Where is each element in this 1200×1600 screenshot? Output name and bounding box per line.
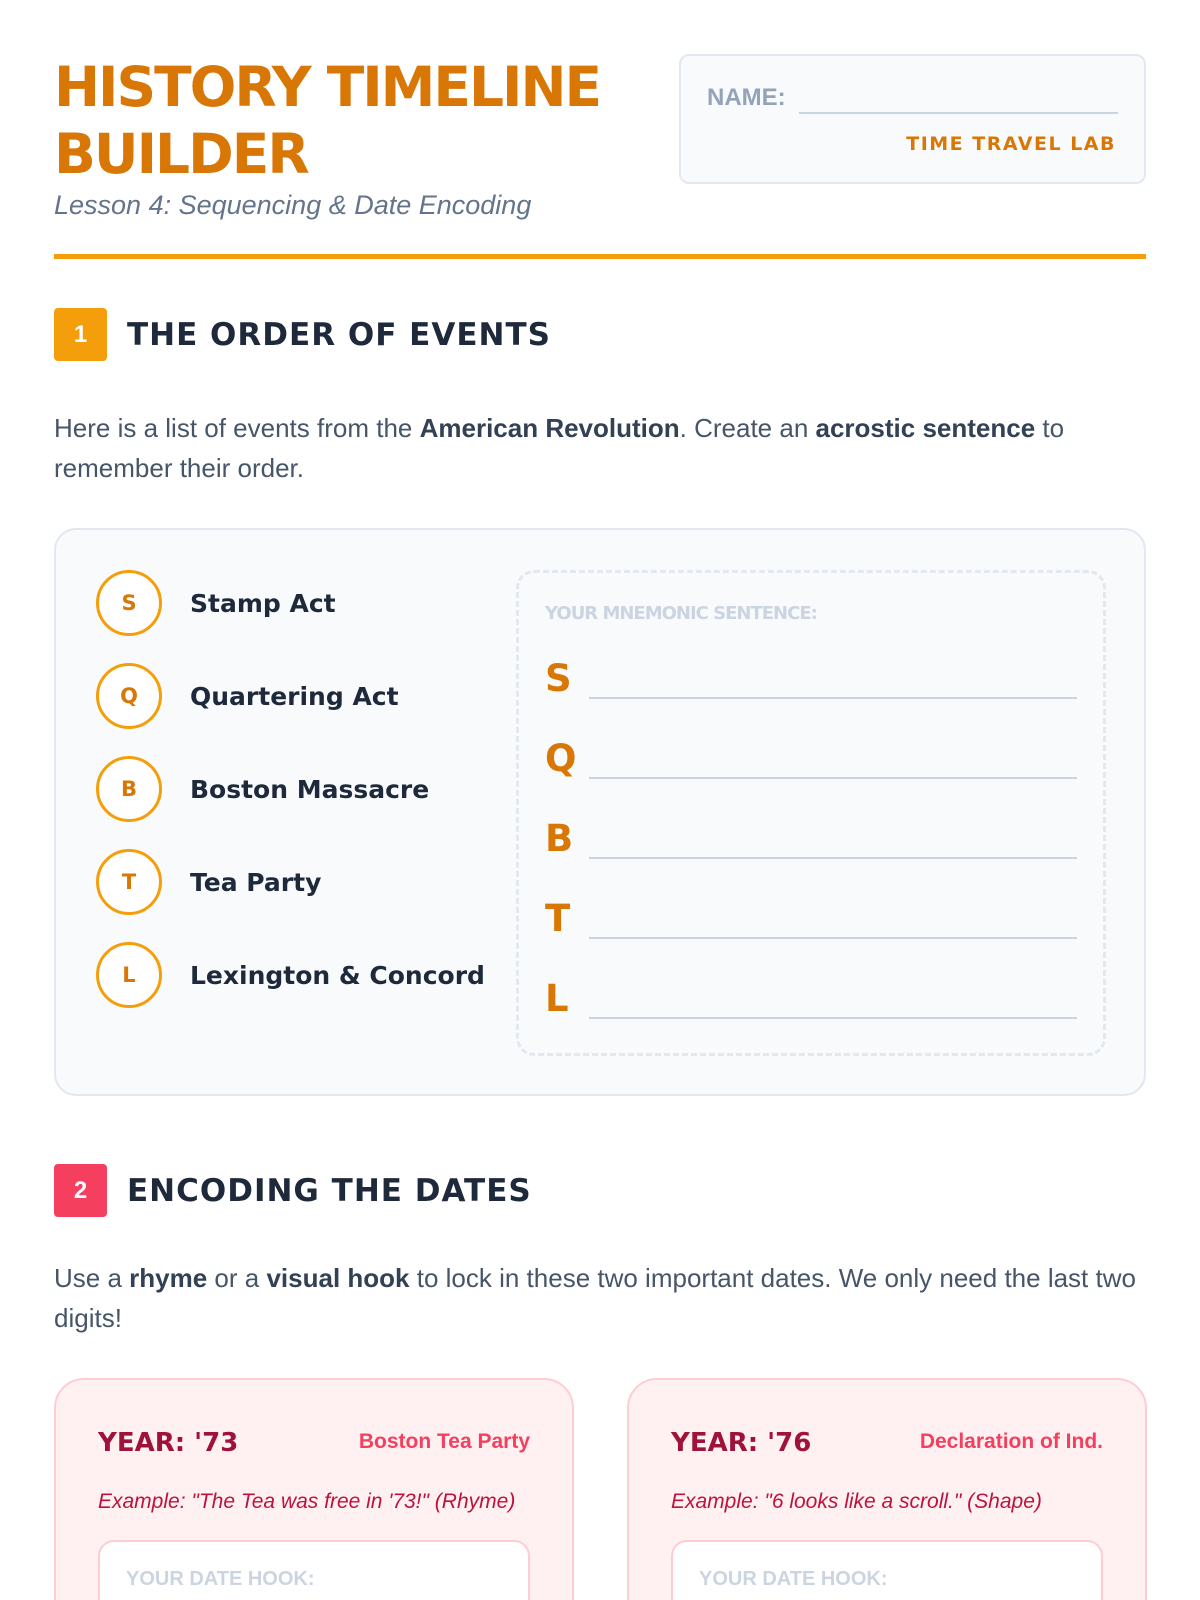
worksheet-subtitle: Lesson 4: Sequencing & Date Encoding	[54, 190, 532, 220]
section-1-instructions: Here is a list of events from the American Revolution. Create an acrostic sentence to remember their order.	[54, 413, 1065, 483]
date-card	[627, 1378, 1147, 1600]
header-divider	[54, 254, 1146, 259]
mnemonic-letter: T	[545, 897, 571, 940]
lab-label: TIME TRAVEL LAB	[906, 133, 1116, 155]
hook-label: YOUR DATE HOOK:	[126, 1568, 315, 1590]
mnemonic-row	[545, 739, 1077, 779]
mnemonic-row	[545, 979, 1077, 1019]
mnemonic-letter: L	[545, 977, 569, 1020]
event-label: Lexington & Concord	[190, 960, 485, 990]
section-1-heading	[54, 308, 551, 361]
mnemonic-label: YOUR MNEMONIC SENTENCE:	[545, 603, 817, 624]
section-2-heading	[54, 1164, 532, 1217]
section-1-title: THE ORDER OF EVENTS	[127, 316, 551, 353]
order-panel	[54, 528, 1146, 1096]
mnemonic-row	[545, 899, 1077, 939]
mnemonic-line[interactable]	[589, 777, 1077, 779]
card-event: Boston Tea Party	[358, 1430, 530, 1453]
section-2-instructions: Use a rhyme or a visual hook to lock in these two important dates. We only need the last two digits!	[54, 1263, 1136, 1333]
event-letter-badge: Q	[96, 663, 162, 729]
card-event: Declaration of Ind.	[919, 1430, 1103, 1453]
event-letter-badge: L	[96, 942, 162, 1008]
name-box	[679, 54, 1146, 184]
card-example: Example: "The Tea was free in '73!" (Rhyme)	[98, 1490, 516, 1513]
mnemonic-letter: S	[545, 657, 572, 700]
mnemonic-line[interactable]	[589, 937, 1077, 939]
event-label: Stamp Act	[190, 588, 336, 618]
worksheet-title: HISTORY TIMELINE BUILDER	[54, 55, 601, 186]
event-item	[96, 663, 399, 729]
mnemonic-line[interactable]	[589, 857, 1077, 859]
mnemonic-row	[545, 819, 1077, 859]
card-year: YEAR: '73	[98, 1428, 239, 1458]
mnemonic-box	[516, 570, 1106, 1056]
mnemonic-letter: Q	[545, 737, 577, 780]
date-hook-field[interactable]	[671, 1540, 1103, 1600]
card-example: Example: "6 looks like a scroll." (Shape)	[671, 1490, 1042, 1513]
worksheet-header	[54, 0, 1146, 262]
event-item	[96, 570, 336, 636]
event-label: Tea Party	[190, 867, 322, 897]
card-year: YEAR: '76	[671, 1428, 812, 1458]
date-hook-field[interactable]	[98, 1540, 530, 1600]
event-label: Boston Massacre	[190, 774, 430, 804]
event-letter-badge: T	[96, 849, 162, 915]
mnemonic-line[interactable]	[589, 1017, 1077, 1019]
hook-label: YOUR DATE HOOK:	[699, 1568, 888, 1590]
event-item	[96, 756, 429, 822]
name-label: NAME:	[707, 84, 786, 111]
section-2-number: 2	[54, 1164, 107, 1217]
mnemonic-row	[545, 659, 1077, 699]
event-item	[96, 849, 321, 915]
event-letter-badge: B	[96, 756, 162, 822]
mnemonic-line[interactable]	[589, 697, 1077, 699]
section-2-title: ENCODING THE DATES	[127, 1172, 532, 1209]
event-label: Quartering Act	[190, 681, 399, 711]
event-letter-badge: S	[96, 570, 162, 636]
section-1-number: 1	[54, 308, 107, 361]
name-field[interactable]	[799, 112, 1118, 114]
mnemonic-letter: B	[545, 817, 574, 860]
date-card	[54, 1378, 574, 1600]
event-item	[96, 942, 485, 1008]
